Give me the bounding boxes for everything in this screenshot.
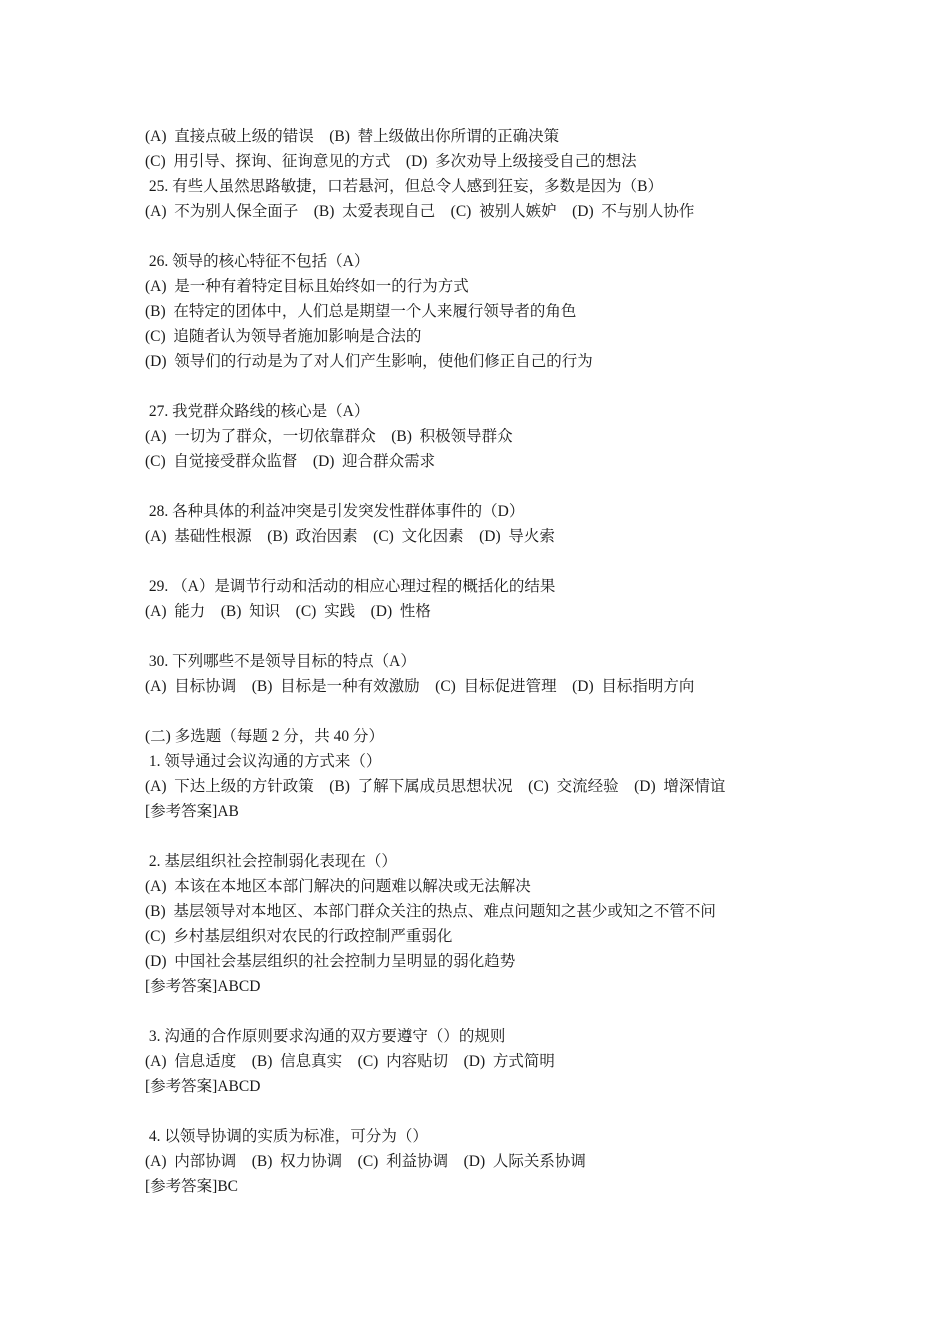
text-line: (B) 基层领导对本地区、本部门群众关注的热点、难点问题知之甚少或知之不管不问 — [145, 903, 716, 920]
blank-line — [145, 999, 845, 1024]
text-line: [参考答案]ABCD — [145, 1078, 261, 1095]
text-line: (A) 本该在本地区本部门解决的问题难以解决或无法解决 — [145, 878, 531, 895]
text-line: 29. （A）是调节行动和活动的相应心理过程的概括化的结果 — [145, 578, 556, 595]
text-line: 30. 下列哪些不是领导目标的特点（A） — [145, 653, 416, 670]
text-line: (A) 直接点破上级的错误 (B) 替上级做出你所谓的正确决策 — [145, 128, 560, 145]
text-line: (A) 基础性根源 (B) 政治因素 (C) 文化因素 (D) 导火索 — [145, 528, 555, 545]
text-line: (D) 领导们的行动是为了对人们产生影响，使他们修正自己的行为 — [145, 353, 593, 370]
blank-line — [145, 224, 845, 249]
text-line: 2. 基层组织社会控制弱化表现在（） — [145, 853, 397, 870]
text-line: 26. 领导的核心特征不包括（A） — [145, 253, 370, 270]
text-line: 4. 以领导协调的实质为标准，可分为（） — [145, 1128, 428, 1145]
blank-line — [145, 1099, 845, 1124]
text-line: (C) 乡村基层组织对农民的行政控制严重弱化 — [145, 928, 453, 945]
text-line: 1. 领导通过会议沟通的方式来（） — [145, 753, 382, 770]
blank-line — [145, 824, 845, 849]
text-line: 27. 我党群众路线的核心是（A） — [145, 403, 370, 420]
text-line: (二) 多选题（每题 2 分，共 40 分） — [145, 728, 384, 745]
text-line: [参考答案]BC — [145, 1178, 239, 1195]
document-page — [145, 124, 845, 1199]
text-line: (C) 用引导、探询、征询意见的方式 (D) 多次劝导上级接受自己的想法 — [145, 153, 637, 170]
blank-line — [145, 474, 845, 499]
text-line: 28. 各种具体的利益冲突是引发突发性群体事件的（D） — [145, 503, 525, 520]
text-line: [参考答案]AB — [145, 803, 239, 820]
text-line: (A) 内部协调 (B) 权力协调 (C) 利益协调 (D) 人际关系协调 — [145, 1153, 586, 1170]
text-line: (C) 追随者认为领导者施加影响是合法的 — [145, 328, 422, 345]
text-line: (A) 是一种有着特定目标且始终如一的行为方式 — [145, 278, 469, 295]
text-line: (A) 信息适度 (B) 信息真实 (C) 内容贴切 (D) 方式简明 — [145, 1053, 555, 1070]
text-line: (B) 在特定的团体中，人们总是期望一个人来履行领导者的角色 — [145, 303, 577, 320]
blank-line — [145, 699, 845, 724]
text-line: (A) 一切为了群众，一切依靠群众 (B) 积极领导群众 — [145, 428, 513, 445]
text-line: (D) 中国社会基层组织的社会控制力呈明显的弱化趋势 — [145, 953, 516, 970]
text-line: 25. 有些人虽然思路敏捷，口若悬河，但总令人感到狂妄，多数是因为（B） — [145, 178, 663, 195]
text-line: (A) 下达上级的方针政策 (B) 了解下属成员思想状况 (C) 交流经验 (D) 增深情谊 — [145, 778, 726, 795]
text-line: (C) 自觉接受群众监督 (D) 迎合群众需求 — [145, 453, 436, 470]
text-line: (A) 目标协调 (B) 目标是一种有效激励 (C) 目标促进管理 (D) 目标指明方向 — [145, 678, 695, 695]
text-line: (A) 能力 (B) 知识 (C) 实践 (D) 性格 — [145, 603, 431, 620]
text-line: [参考答案]ABCD — [145, 978, 261, 995]
blank-line — [145, 374, 845, 399]
blank-line — [145, 549, 845, 574]
text-line: 3. 沟通的合作原则要求沟通的双方要遵守（）的规则 — [145, 1028, 506, 1045]
blank-line — [145, 624, 845, 649]
text-line: (A) 不为别人保全面子 (B) 太爱表现自己 (C) 被别人嫉妒 (D) 不与别人协作 — [145, 203, 695, 220]
